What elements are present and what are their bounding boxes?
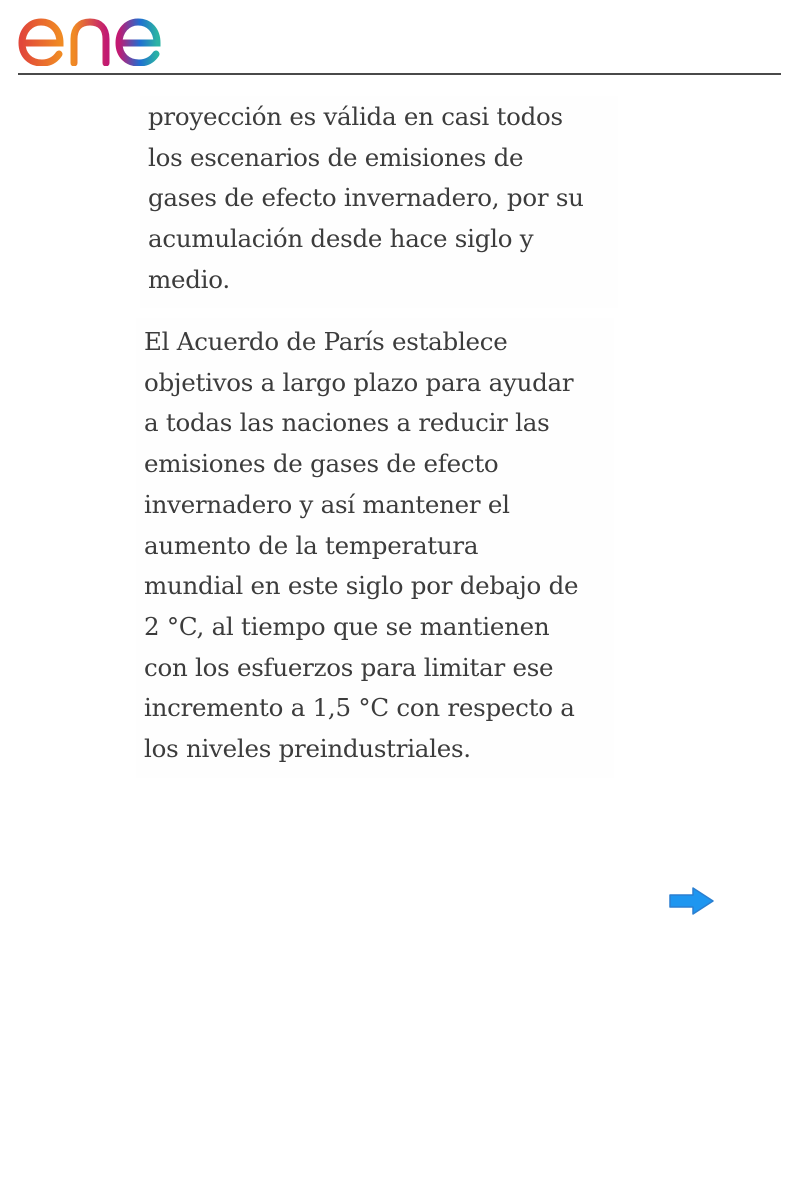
enel-logo[interactable] [18, 6, 180, 66]
arrow-right-icon[interactable] [666, 884, 718, 918]
article-paragraph: proyección es válida en casi todos los escenarios de emisiones de gases de efecto invernadero, por su acumulación desde hace siglo y medio. [148, 102, 584, 294]
article-paragraph: El Acuerdo de París establece objetivos a largo plazo para ayudar a todas las naciones a reducir las emisiones de gases de efecto invernadero y así mantener el aumento de la temperatura mundial en este siglo por debajo de 2 °C, al tiempo que se mantienen con los esfuerzos para limitar ese incremento a 1,5 °C con respecto a los niveles preindustriales. [144, 327, 579, 764]
header-divider [18, 73, 781, 75]
site-header [0, 0, 800, 76]
